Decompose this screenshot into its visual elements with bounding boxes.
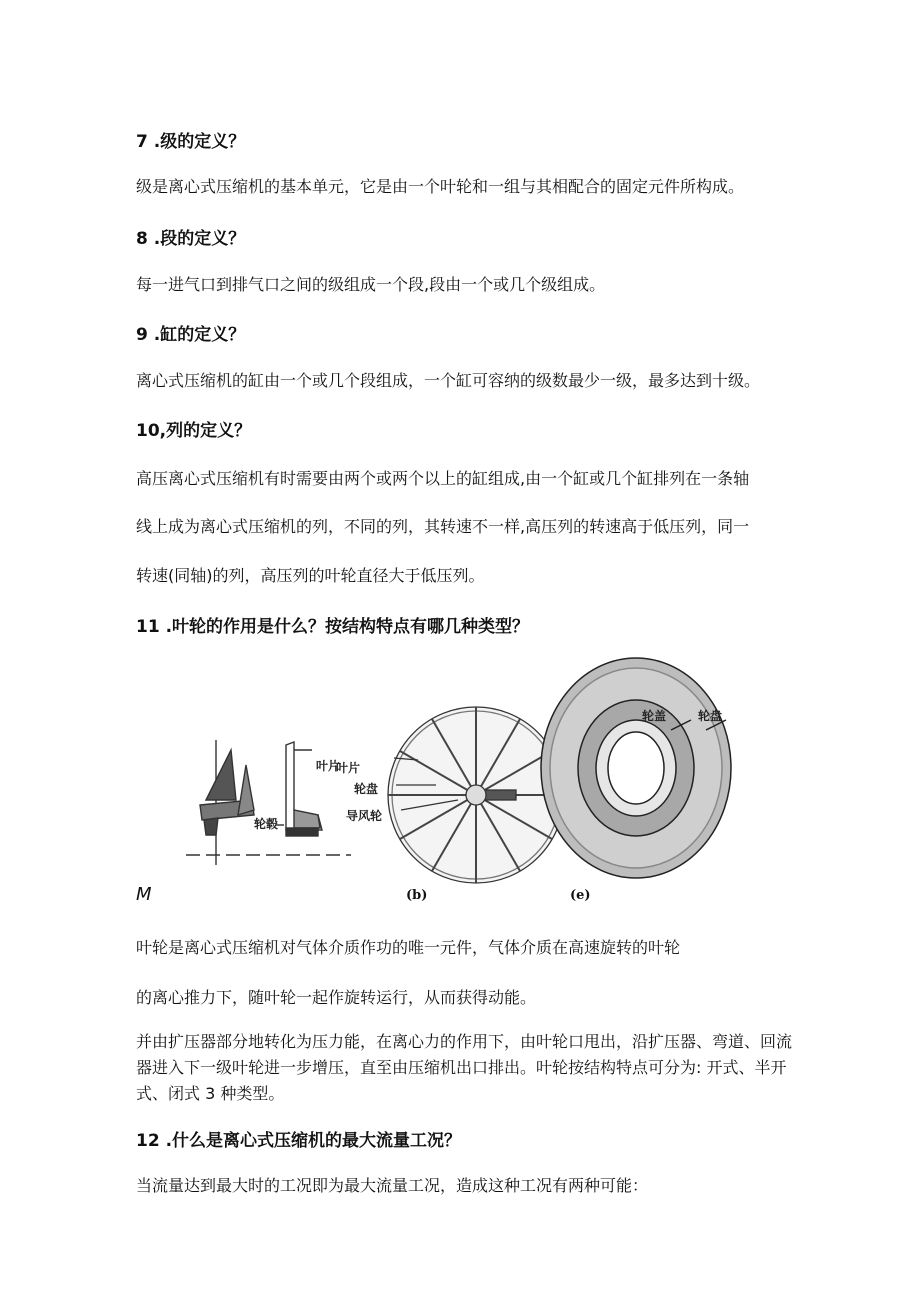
heading-q8: 8 .段的定义？: [136, 229, 246, 249]
figure-caption-a: M: [136, 884, 152, 905]
body-q11-line2: 的离心推力下，随叶轮一起作旋转运行，从而获得动能。: [136, 988, 537, 1007]
impeller-drawings: [136, 650, 776, 910]
impeller-figure: [136, 650, 776, 910]
heading-q11: 11 .叶轮的作用是什么？按结构特点有哪几种类型？: [136, 617, 530, 637]
body-q11-para3: 并由扩压器部分地转化为压力能，在离心力的作用下，由叶轮口甩出，沿扩压器、弯道、回流器进入下一级叶轮进一步增压，直至由压缩机出口排出。叶轮按结构特点可分为: 开式、半开式、闭式 3 种类型。: [136, 1032, 793, 1103]
label-a-hub: 轮毂: [254, 817, 279, 831]
body-q11-line1: 叶轮是离心式压缩机对气体介质作功的唯一元件，气体介质在高速旋转的叶轮: [136, 938, 681, 957]
figure-caption-b: (b): [406, 888, 428, 903]
body-q10-line3: 转速(同轴)的列，高压列的叶轮直径大于低压列。: [136, 566, 485, 585]
body-q10-line1: 高压离心式压缩机有时需要由两个或两个以上的缸组成,由一个缸或几个缸排列在一条轴: [136, 469, 750, 488]
figure-caption-c: (e): [570, 888, 591, 903]
label-a-blade: 叶片: [316, 759, 341, 773]
label-b-inducer: 导风轮: [346, 809, 383, 823]
impeller-c-sketch: [541, 658, 731, 878]
body-q10-line2: 线上成为离心式压缩机的列，不同的列，其转速不一样,高压列的转速高于低压列，同一: [136, 517, 750, 536]
body-q9: 离心式压缩机的缸由一个或几个段组成，一个缸可容纳的级数最少一级，最多达到十级。: [136, 371, 761, 390]
label-c-cover: 轮盖: [642, 709, 667, 723]
label-b-blade: 叶片: [336, 761, 361, 775]
label-b-disc: 轮盘: [354, 782, 379, 796]
body-q7: 级是离心式压缩机的基本单元，它是由一个叶轮和一组与其相配合的固定元件所构成。: [136, 177, 745, 196]
impeller-b-sketch: [388, 707, 564, 883]
body-q12: 当流量达到最大时的工况即为最大流量工况，造成这种工况有两种可能：: [136, 1176, 649, 1195]
body-q8: 每一进气口到排气口之间的级组成一个段,段由一个或几个级组成。: [136, 275, 606, 294]
heading-q7: 7 .级的定义？: [136, 132, 246, 152]
heading-q10: 10,列的定义？: [136, 421, 252, 441]
label-c-disc: 轮盘: [698, 709, 723, 723]
heading-q12: 12 .什么是离心式压缩机的最大流量工况？: [136, 1131, 462, 1151]
heading-q9: 9 .缸的定义？: [136, 325, 246, 345]
